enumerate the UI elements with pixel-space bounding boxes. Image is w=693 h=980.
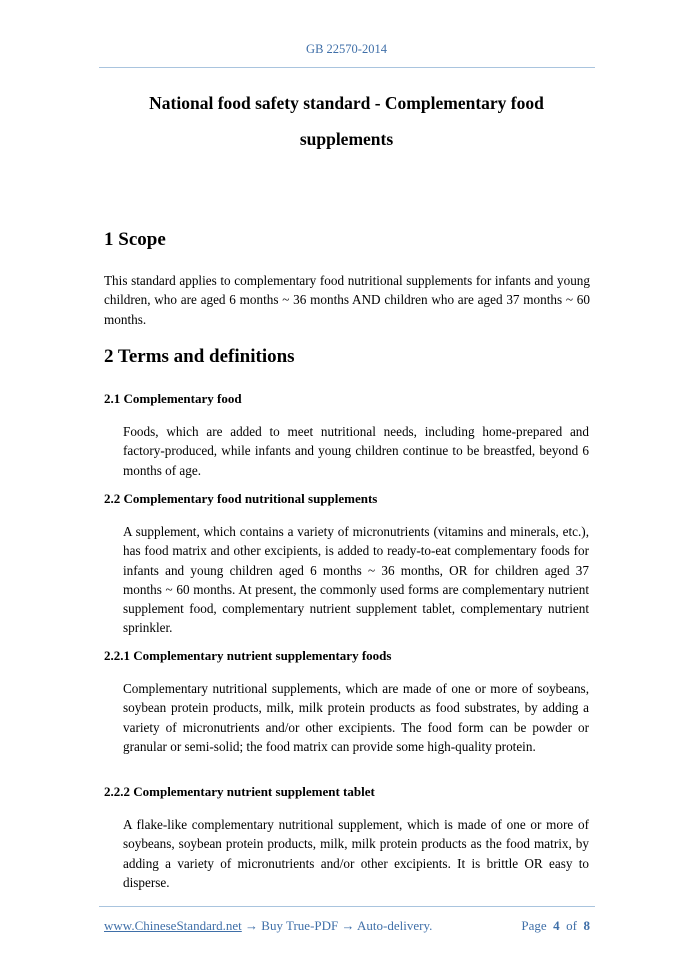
document-title-line-2: supplements <box>299 129 394 149</box>
subsection-heading-2-2-1: 2.2.1 Complementary nutrient supplementary foods <box>104 648 392 663</box>
total-pages-number: 8 <box>583 918 590 933</box>
subsection-heading-2-2: 2.2 Complementary food nutritional supplements <box>104 491 378 506</box>
footer-rule <box>99 906 595 907</box>
paragraph-2-1: Foods, which are added to meet nutritional needs, including home-prepared and factory-produced, while infants and young children continue to be breastfed, beyond 6 months of age. <box>123 424 589 478</box>
scope-paragraph: This standard applies to complementary food nutritional supplements for infants and young children, who are aged 6 months ~ 36 months AND children who are aged 37 months ~ 60 months. <box>104 273 590 327</box>
header-rule <box>99 67 595 68</box>
of-label: of <box>566 918 577 933</box>
section-heading-terms: 2 Terms and definitions <box>104 346 295 367</box>
subsection-heading-2-1: 2.1 Complementary food <box>104 391 242 406</box>
chinesestandard-link[interactable]: www.ChineseStandard.net <box>104 918 242 933</box>
current-page-number: 4 <box>553 918 560 933</box>
paragraph-2-2: A supplement, which contains a variety of micronutrients (vitamins and minerals, etc.), has food matrix and other excipients, is added to ready-to-eat complementary foods for infants and young children aged 6 months ~ 36 months, OR for children aged 37 months ~ 60 months. At present, the commonly used forms are complementary nutrient supplement food, complementary nutrient supplement tablet, complementary nutrient sprinkler. <box>123 524 589 636</box>
paragraph-2-2-2: A flake-like complementary nutritional supplement, which is made of one or more of soybeans, soybean protein products, milk, milk protein products as the food matrix, by adding a variety of micronutrients and/or other excipients. It is brittle OR easy to disperse. <box>123 817 589 890</box>
page-label: Page <box>521 918 547 933</box>
paragraph-2-2-1: Complementary nutritional supplements, which are made of one or more of soybeans, soybean protein products, milk, milk protein products as food substrates, by adding a variety of micronutrients and/or other excipients. The food form can be powder or granular or semi-solid; the food matrix can provide some high-quality protein. <box>123 681 589 754</box>
section-heading-scope: 1 Scope <box>104 229 166 250</box>
subsection-heading-2-2-2: 2.2.2 Complementary nutrient supplement tablet <box>104 784 375 799</box>
document-title-line-1: National food safety standard - Complementary food <box>149 93 544 113</box>
page-header <box>0 42 693 57</box>
standard-code: GB 22570-2014 <box>306 42 387 56</box>
footer-promo-text: → Buy True-PDF → Auto-delivery. <box>241 918 433 933</box>
footer-promo <box>104 918 432 934</box>
page-indicator <box>521 918 590 934</box>
